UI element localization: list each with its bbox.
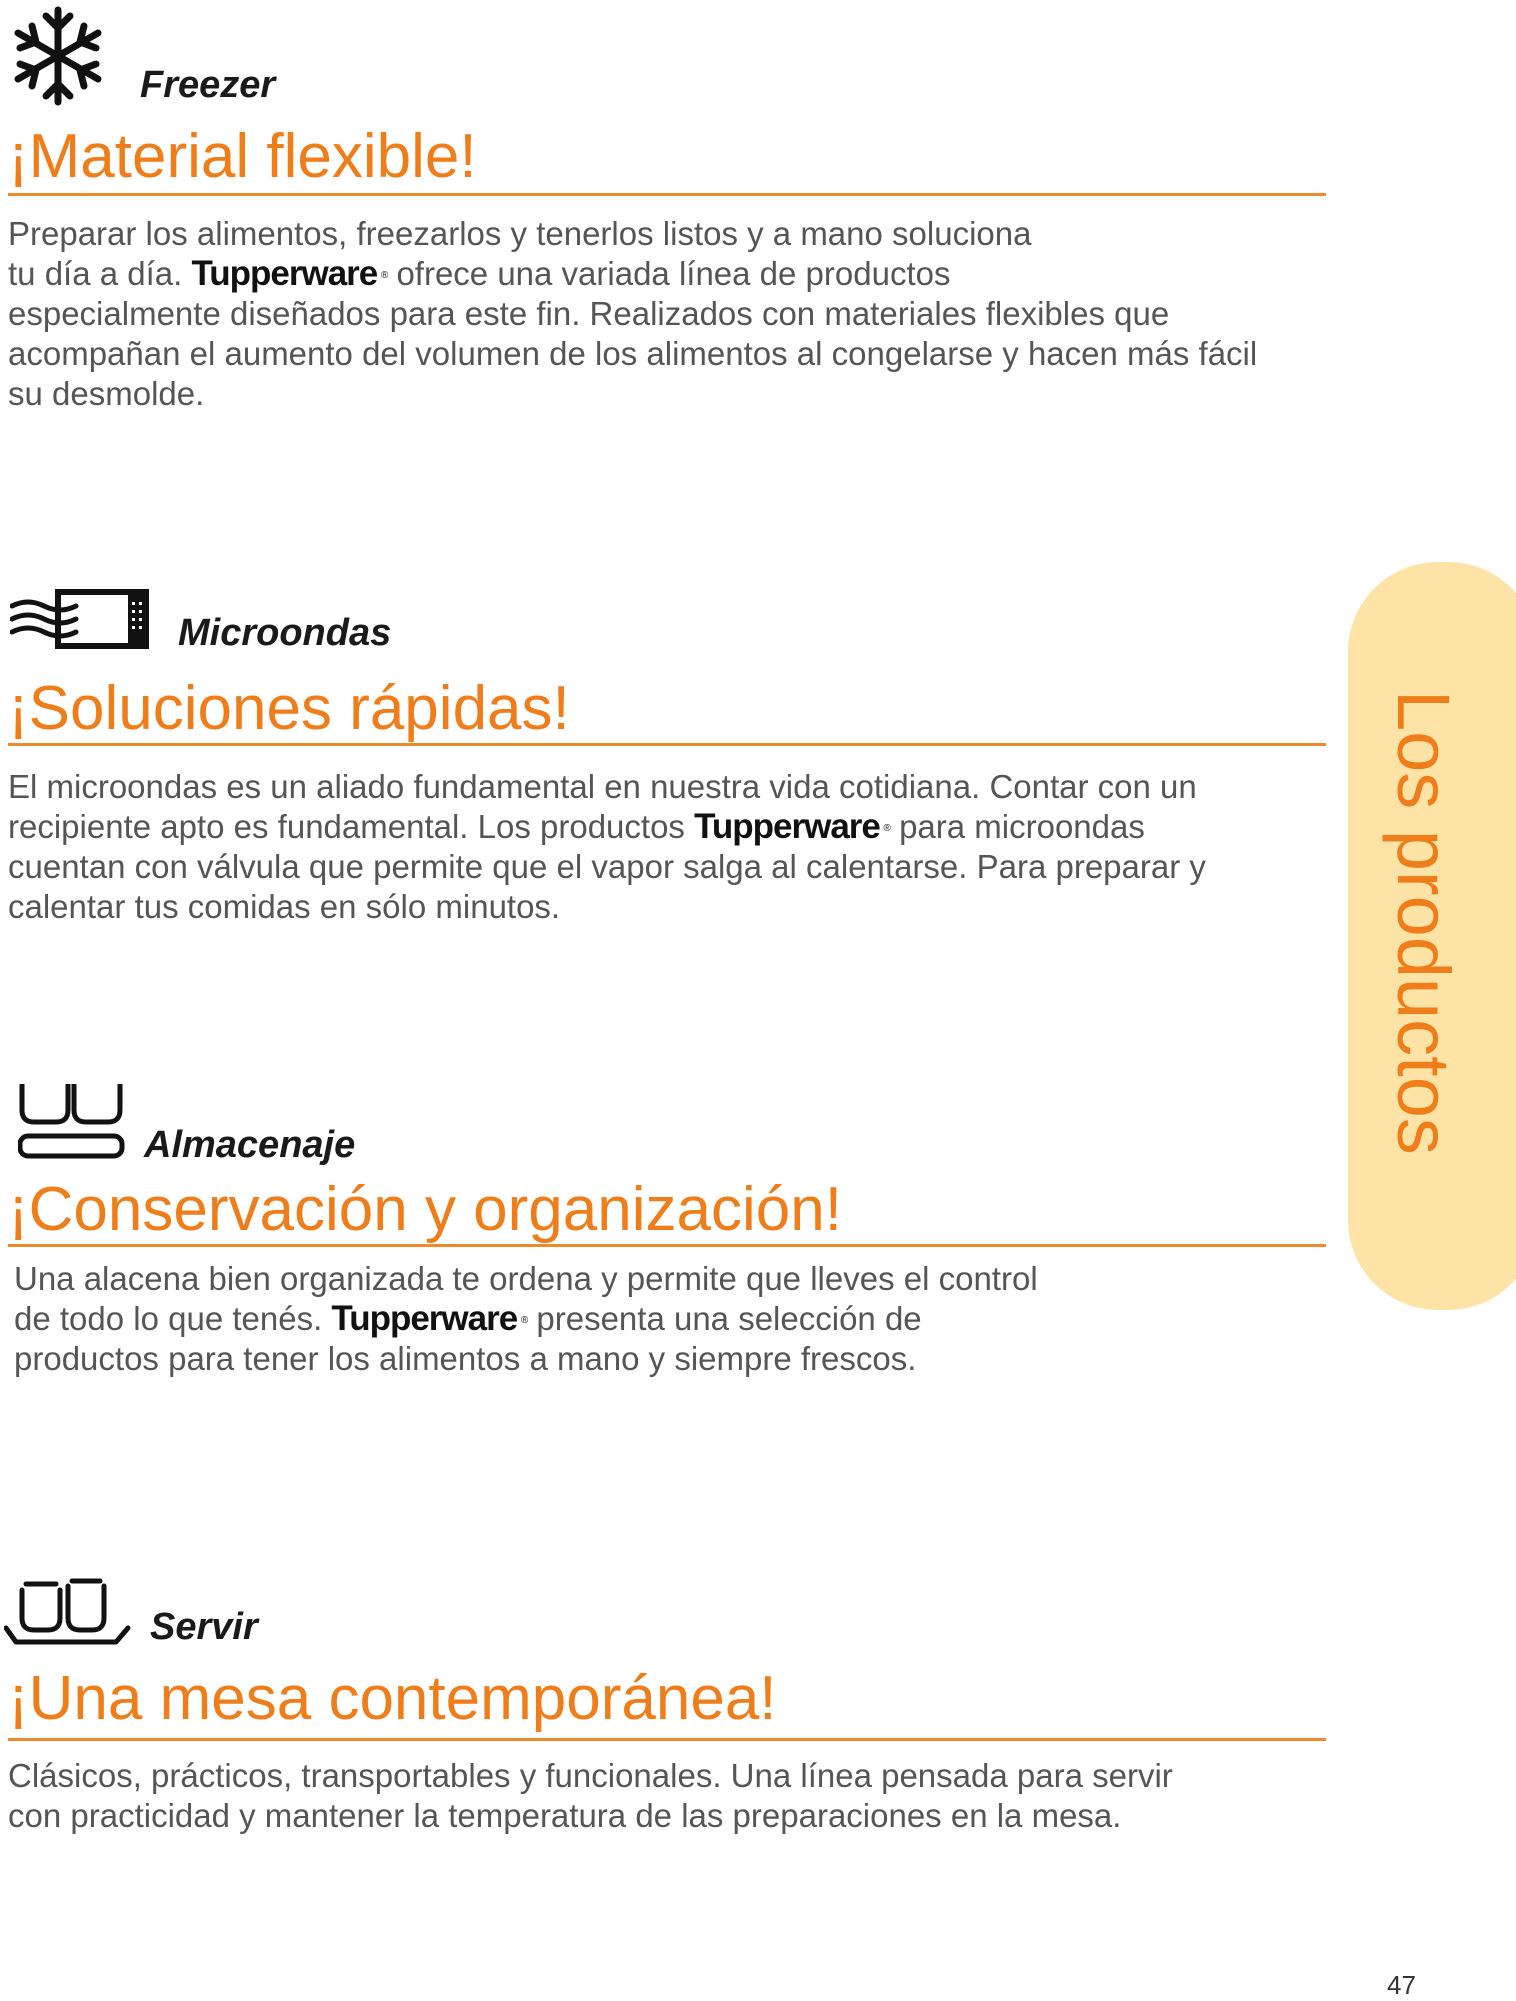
brand-name: Tupperware — [191, 254, 378, 293]
tupperware-logo — [331, 1299, 527, 1338]
body-text-pre: El microondas es un aliado fundamental en nuestra vida cotidiana. Contar con un recipiente apto es fundamental. Los productos — [8, 768, 1197, 845]
containers-icon — [18, 1080, 126, 1160]
category-label: Servir — [150, 1606, 258, 1648]
category-row-freezer — [10, 4, 275, 108]
body-line: Preparar los alimentos, freezarlos y tenerlos listos y a mano soluciona — [8, 215, 1032, 252]
category-label: Microondas — [178, 612, 392, 654]
section-divider — [8, 1738, 1326, 1741]
category-row-almacenaje — [18, 1080, 356, 1166]
section-heading: ¡Conservación y organización! — [8, 1175, 842, 1244]
section-divider — [8, 743, 1326, 746]
side-tab-label: Los productos — [1382, 690, 1465, 1155]
page-number: 47 — [1387, 1970, 1416, 2000]
body-text-pre: tu día a día. — [8, 255, 183, 292]
body-text-post: para microondas cuentan con válvula que permite que el vapor salga al calentarse. Para preparar y calentar tus comidas en sólo minutos. — [8, 808, 1206, 925]
tupperware-logo — [191, 254, 387, 293]
section-body — [14, 1259, 1054, 1379]
registered-mark: ® — [380, 270, 388, 281]
tupperware-logo — [694, 807, 890, 846]
serving-tray-icon — [4, 1578, 132, 1648]
registered-mark: ® — [883, 823, 890, 834]
section-divider — [8, 193, 1326, 196]
microwave-icon — [10, 588, 152, 650]
registered-mark: ® — [520, 1315, 528, 1326]
section-heading: ¡Soluciones rápidas! — [8, 674, 570, 743]
section-heading: ¡Una mesa contemporánea! — [8, 1664, 777, 1733]
brand-name: Tupperware — [331, 1299, 518, 1338]
section-body — [8, 767, 1238, 927]
snowflake-icon — [10, 4, 106, 108]
body-text-post: ofrece una variada línea de productos — [396, 255, 951, 292]
category-row-microondas — [10, 588, 392, 654]
body-text-post: presenta una selección de productos para tener los alimentos a mano y siempre frescos. — [14, 1300, 922, 1377]
section-body — [8, 214, 1298, 414]
body-text-pre: Una alacena bien organizada te ordena y permite que lleves el control de todo lo que tenés. — [14, 1260, 1038, 1337]
section-heading: ¡Material flexible! — [8, 122, 477, 191]
category-label: Freezer — [140, 64, 276, 106]
section-divider — [8, 1244, 1326, 1247]
category-label: Almacenaje — [144, 1124, 356, 1166]
body-text-rest: especialmente diseñados para este fin. Realizados con materiales flexibles que acompañan el aumento del volumen de los alimentos al congelarse y hacen más fácil su desmolde. — [8, 295, 1258, 412]
section-body: Clásicos, prácticos, transportables y funcionales. Una línea pensada para servir con practicidad y mantener la temperatura de las preparaciones en la mesa. — [8, 1757, 1173, 1834]
brand-name: Tupperware — [694, 807, 880, 846]
category-row-servir — [4, 1578, 258, 1648]
